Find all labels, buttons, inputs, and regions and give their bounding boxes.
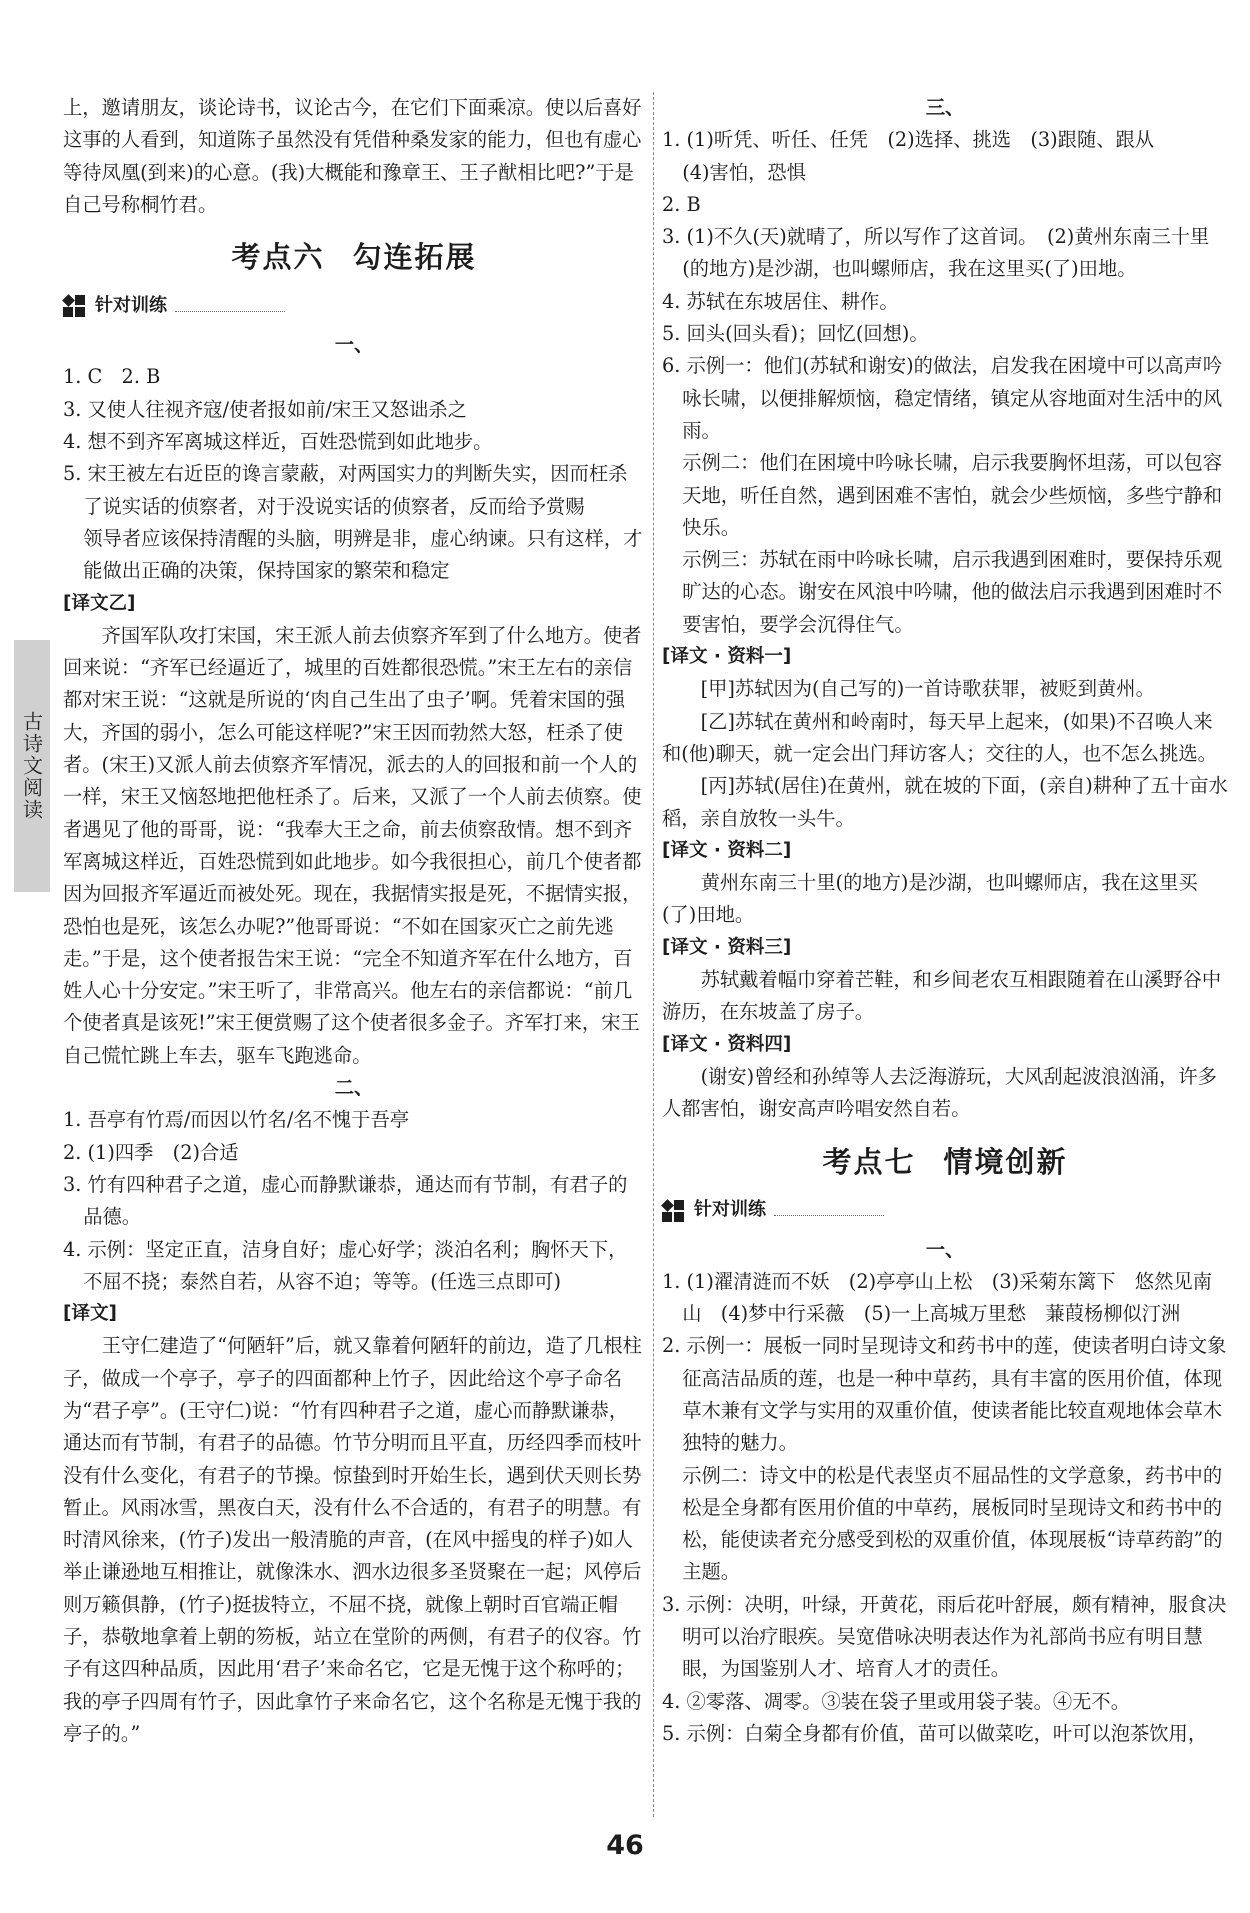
training-label-left xyxy=(63,287,645,325)
yiwen-text: 王守仁建造了“何陋轩”后，就又靠着何陋轩的前边，造了几根柱子，做成一个亭子，亭子的四面都种上竹子，因此给这个亭子命名为“君子亭”。(王守仁)说：“竹有四种君子之道，虚心而静默谦恭，通达而有节制，有君子的品德。竹节分明而且平直，历经四季而枝叶没有什么变化，有君子的节操。惊蛰到时开始生长，遇到伏天则长势暂止。风雨冰雪，黑夜白天，没有什么不合适的，有君子的明慧。有时清风徐来，(竹子)发出一般清脆的声音，(在风中摇曳的样子)如人举止谦逊地互相推让，就像洙水、泗水边很多圣贤聚在一起；风停后则万籁俱静，(竹子)挺拔特立，不屈不挠，就像上朝时百官端正帽子，恭敬地拿着上朝的笏板，站立在堂阶的两侧，有君子的仪容。竹子有这四种品质，因此用‘君子’来命名它，它是无愧于这个称呼的；我的亭子四周有竹子，因此拿竹子来命名它，这个名称是无愧于我的亭子的。” xyxy=(63,1334,642,1745)
answer-item: 5. 回头(回头看)；回忆(回想)。 xyxy=(662,322,929,346)
answer-item: 5. 示例：白菊全身都有价值，苗可以做菜吃，叶可以泡茶饮用， xyxy=(662,1721,1208,1745)
answer-item: 4. 苏轼在东坡居住、耕作。 xyxy=(662,289,899,313)
training-label-right xyxy=(662,1192,1228,1230)
training-label: 针对训练 xyxy=(694,1199,766,1221)
ziliao1-paragraph: [甲]苏轼因为(自己写的)一首诗歌获罪，被贬到黄州。 xyxy=(700,677,1155,701)
answer-item: 4. ②零落、凋零。③装在袋子里或用袋子装。④无不。 xyxy=(662,1689,1130,1713)
answer-item: 6. 示例一：他们(苏轼和谢安)的做法，启发我在困境中可以高声吟咏长啸，以便排解烦恼，稳定情绪，镇定从容地面对生活中的风雨。 xyxy=(662,354,1223,442)
answer-example: 示例二：诗文中的松是代表坚贞不屈品性的文学意象，药书中的松是全身都有医用价值的中草药，展板同时呈现诗文和药书中的松，能使读者充分感受到松的双重价值，体现展板“诗草药韵”的主题。 xyxy=(682,1463,1223,1584)
part3-number: 三、 xyxy=(925,96,965,119)
answer-item: 5. 宋王被左右近臣的谗言蒙蔽，对两国实力的判断失实，因而枉杀了说实话的侦察者，对于没说实话的侦察者，反而给予赏赐 xyxy=(63,462,628,518)
answer-item: 2. B xyxy=(662,192,701,216)
answer-item: 1. 吾亭有竹焉/而因以竹名/名不愧于吾亭 xyxy=(63,1108,410,1132)
answer-example: 示例三：苏轼在雨中吟咏长啸，启示我遇到困难时，要保持乐观旷达的心态。谢安在风浪中吟啸，他的做法启示我遇到困难时不要害怕，要学会沉得住气。 xyxy=(682,548,1223,636)
part4-number: 一、 xyxy=(925,1237,965,1261)
yiwen-yi-label: [译文乙] xyxy=(63,592,136,614)
answer-sub: (4)害怕，恐惧 xyxy=(682,160,806,184)
ziliao2-label: [译文 · 资料二] xyxy=(662,839,792,861)
training-dotted-line xyxy=(175,301,285,312)
ziliao1-paragraph: [乙]苏轼在黄州和岭南时，每天早上起来，(如果)不召唤人来和(他)聊天，就一定会出门拜访客人；交往的人，也不怎么挑选。 xyxy=(662,709,1217,765)
answer-item: 4. 想不到齐军离城这样近，百姓恐慌到如此地步。 xyxy=(63,430,493,454)
section7-subtitle: 情境创新 xyxy=(943,1144,1068,1179)
training-icon xyxy=(662,1200,684,1222)
section7-title: 考点七 xyxy=(822,1144,916,1179)
answer-note: 领导者应该保持清醒的头脑，明辨是非，虚心纳谏。只有这样，才能做出正确的决策，保持国家的繁荣和稳定 xyxy=(83,526,643,583)
answer-item: 1. (1)濯清涟而不妖 (2)亭亭山上松 (3)采菊东篱下 悠然见南山 (4)梦中行采薇 (5)一上高城万里愁 蒹葭杨柳似汀洲 xyxy=(662,1269,1212,1326)
answer-example: 示例二：他们在困境中吟咏长啸，启示我要胸怀坦荡，可以包容天地，听任自然，遇到困难不害怕，就会少些烦恼，多些宁静和快乐。 xyxy=(682,451,1223,539)
training-label: 针对训练 xyxy=(95,295,167,317)
answer-item: 1. (1)听凭、听任、任凭 (2)选择、挑选 (3)跟随、跟从 xyxy=(662,128,1155,152)
section6-subtitle: 勾连拓展 xyxy=(352,240,477,275)
part2-number: 二、 xyxy=(334,1076,374,1100)
answer-item: 2. 示例一：展板一同时呈现诗文和药书中的莲，使读者明白诗文象征高洁品质的莲，也是一种中草药，具有丰富的医用价值，体现草木兼有文学与实用的双重价值，使读者能比较直观地体会草木独特的魅力。 xyxy=(662,1334,1227,1455)
training-icon xyxy=(63,295,85,317)
ziliao1-label: [译文 · 资料一] xyxy=(662,646,792,668)
ziliao4-label: [译文 · 资料四] xyxy=(662,1033,792,1055)
ziliao1-paragraph: [丙]苏轼(居住)在黄州，就在坡的下面，(亲自)耕种了五十亩水稻，亲自放牧一头牛。 xyxy=(662,774,1228,830)
answer-item: 3. 示例：决明，叶绿，开黄花，雨后花叶舒展，颇有精神，服食决明可以治疗眼疾。吴宽借咏决明表达作为礼部尚书应有明目慧眼，为国鉴别人才、培育人才的责任。 xyxy=(662,1592,1227,1681)
answer-item: 3. 竹有四种君子之道，虚心而静默谦恭，通达而有节制，有君子的品德。 xyxy=(63,1172,628,1229)
yiwen-label: [译文] xyxy=(63,1303,117,1325)
column-divider xyxy=(653,92,654,1817)
answer-item: 3. 又使人往视齐寇/使者报如前/宋王又怒诎杀之 xyxy=(63,397,467,421)
section6-heading xyxy=(63,237,645,277)
training-dotted-line xyxy=(774,1205,884,1216)
ziliao4-text: (谢安)曾经和孙绰等人去泛海游玩，大风刮起波浪汹涌，许多人都害怕，谢安高声吟唱安然自若。 xyxy=(662,1064,1217,1121)
answer-item: 1. C 2. B xyxy=(63,365,161,389)
answer-item: 4. 示例：坚定正直，洁身自好；虚心好学；淡泊名利；胸怀天下，不屈不挠；泰然自若，从容不迫；等等。(任选三点即可) xyxy=(63,1237,628,1293)
section6-title: 考点六 xyxy=(231,240,325,275)
yiwen-yi-text: 齐国军队攻打宋国，宋王派人前去侦察齐军到了什么地方。使者回来说：“齐军已经逼近了，城里的百姓都很恐慌。”宋王左右的亲信都对宋王说：“这就是所说的‘肉自己生出了虫子’啊。凭着宋国的强大，齐国的弱小，怎么可能这样呢?”宋王因而勃然大怒，枉杀了使者。(宋王)又派人前去侦察齐军情况，派去的人的回报和前一个人的一样，宋王又恼怒地把他枉杀了。后来，又派了一个人前去侦察。使者遇见了他的哥哥，说：“我奉大王之命，前去侦察敌情。想不到齐军离城这样近，百姓恐慌到如此地步。如今我很担心，前几个使者都因为回报齐军逼近而被处死。现在，我据情实报是死，不据情实报，恐怕也是死，该怎么办呢?”他哥哥说：“不如在国家灭亡之前先逃走。”于是，这个使者报告宋王说：“完全不知道齐军在什么地方，百姓人心十分安定。”宋王听了，非常高兴。他左右的亲信都说：“前几个使者真是该死!”宋王便赏赐了这个使者很多金子。齐军打来，宋王自己慌忙跳上车去，驱车飞跑逃命。 xyxy=(63,623,642,1067)
ziliao3-text: 苏轼戴着幅巾穿着芒鞋，和乡间老农互相跟随着在山溪野谷中游历，在东坡盖了房子。 xyxy=(662,968,1222,1024)
intro-paragraph: 上，邀请朋友，谈论诗书，议论古今，在它们下面乘凉。使以后喜好这事的人看到，知道陈子虽然没有凭借种桑发家的能力，但也有虚心等待凤凰(到来)的心意。(我)大概能和豫章王、王子猷相比吧?”于是自己号称桐竹君。 xyxy=(63,96,642,216)
answer-item: 2. (1)四季 (2)合适 xyxy=(63,1140,239,1164)
side-tab xyxy=(14,640,50,892)
section7-heading xyxy=(662,1142,1228,1182)
part1-number: 一、 xyxy=(334,333,374,357)
left-column xyxy=(63,92,645,1750)
ziliao2-text: 黄州东南三十里(的地方)是沙湖，也叫螺师店，我在这里买(了)田地。 xyxy=(662,871,1198,927)
answer-item: 3. (1)不久(天)就晴了，所以写作了这首词。 (2)黄州东南三十里(的地方)是沙湖，也叫螺师店，我在这里买(了)田地。 xyxy=(662,225,1210,281)
ziliao3-label: [译文 · 资料三] xyxy=(662,936,792,958)
right-column xyxy=(662,92,1228,1750)
side-tab-label: 古诗文阅读 xyxy=(19,711,44,821)
page-number: 46 xyxy=(606,1830,644,1861)
